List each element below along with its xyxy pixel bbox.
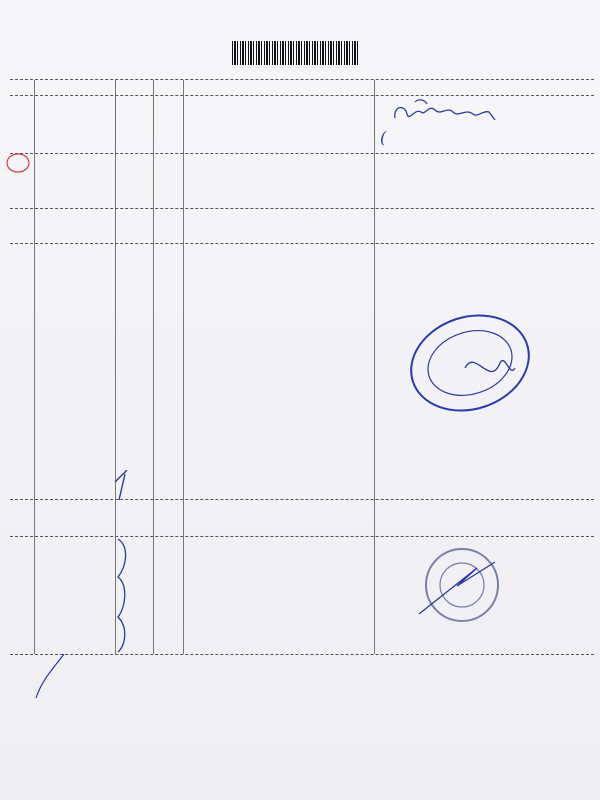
barcode xyxy=(232,41,358,65)
pen-stroke xyxy=(34,650,74,700)
rieter-stamp xyxy=(417,540,507,630)
sitra-stamp xyxy=(405,308,535,418)
circle-mark-48 xyxy=(4,151,34,175)
col-divider xyxy=(183,80,184,654)
row-rule xyxy=(10,243,594,244)
row-rule xyxy=(10,153,594,154)
bracket-marks xyxy=(106,537,166,657)
row-rule xyxy=(10,499,594,500)
row-rule xyxy=(10,654,594,655)
signature-scribble xyxy=(385,96,535,136)
handwritten-phone xyxy=(380,128,386,147)
col-divider xyxy=(34,80,35,654)
row-rule xyxy=(10,208,594,209)
row-rule xyxy=(10,536,594,537)
col-divider xyxy=(374,80,375,654)
bracket-glyph: ( xyxy=(380,128,387,147)
header-rule-top xyxy=(10,79,594,80)
